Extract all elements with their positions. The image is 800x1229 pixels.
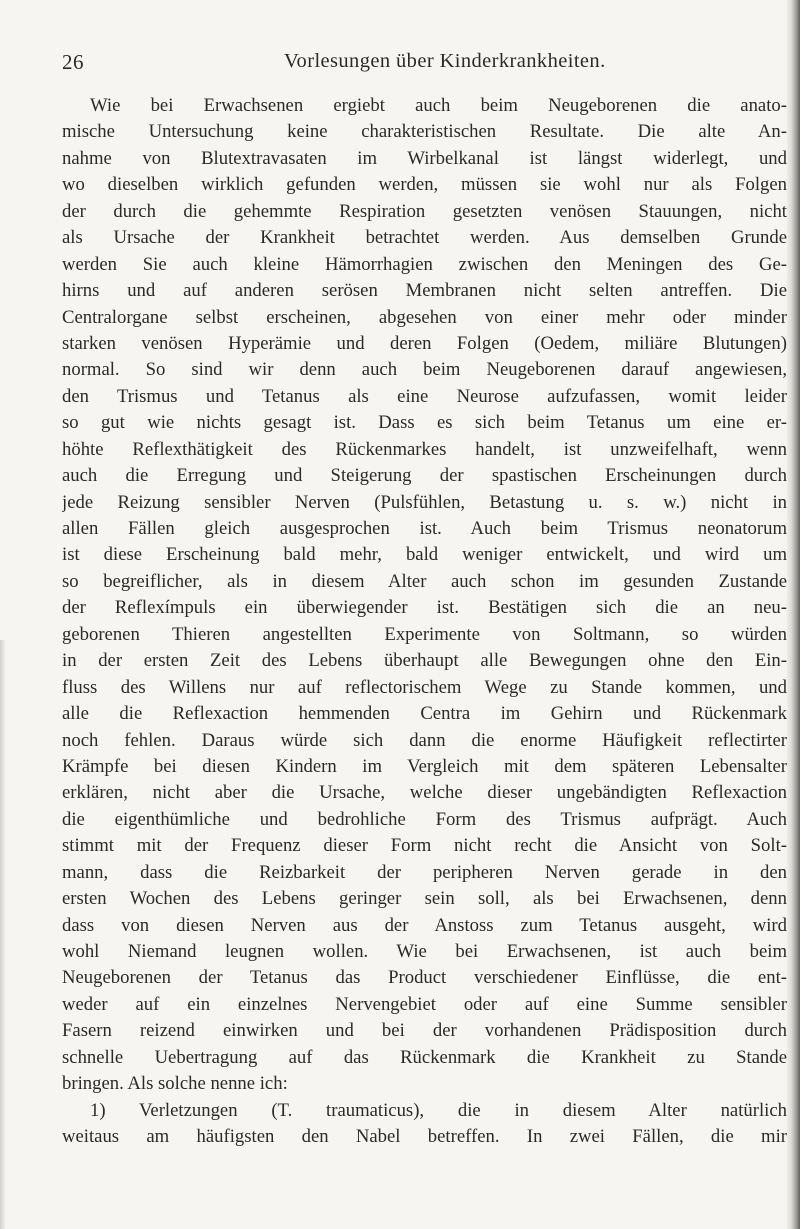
text-line: dass von diesen Nerven aus der Anstoss zum Tetanus ausgeht, wird xyxy=(62,914,787,936)
text-line: mann, dass die Reizbarkeit der peripheren Nerven gerade in den xyxy=(62,861,787,883)
text-line: höhte Reflexthätigkeit des Rückenmarkes handelt, ist unzweifelhaft, wenn xyxy=(62,438,787,460)
page-left-edge-shadow xyxy=(0,640,6,1229)
text-line: starken venösen Hyperämie und deren Folgen (Oedem, miliäre Blutungen) xyxy=(62,332,787,354)
text-line: weder auf ein einzelnes Nervengebiet oder auf eine Summe sensibler xyxy=(62,993,787,1015)
text-line: alle die Reflexaction hemmenden Centra im Gehirn und Rückenmark xyxy=(62,703,787,725)
text-line: allen Fällen gleich ausgesprochen ist. Auch beim Trismus neonatorum xyxy=(62,518,787,539)
body-text xyxy=(62,93,787,1151)
text-line: in der ersten Zeit des Lebens überhaupt alle Bewegungen ohne den Ein- xyxy=(62,650,787,672)
text-line: werden Sie auch kleine Hämorrhagien zwischen den Meningen des Ge- xyxy=(62,253,787,275)
text-line: normal. So sind wir denn auch beim Neugeborenen darauf angewiesen, xyxy=(62,359,787,381)
page-header xyxy=(62,50,780,76)
text-line: schnelle Uebertragung auf das Rückenmark die Krankheit zu Stande xyxy=(62,1046,787,1068)
text-line: der Reflexímpuls ein überwiegender ist. Bestätigen sich die an neu- xyxy=(62,597,787,619)
text-line: Centralorgane selbst erscheinen, abgesehen von einer mehr oder minder xyxy=(62,306,787,328)
text-line: 1) Verletzungen (T. traumaticus), die in diesem Alter natürlich xyxy=(90,1099,787,1121)
text-line: erklären, nicht aber die Ursache, welche dieser ungebändigten Reflexaction xyxy=(62,782,787,804)
text-line: so begreiflicher, als in diesem Alter auch schon im gesunden Zustande xyxy=(62,570,787,592)
text-line: auch die Erregung und Steigerung der spastischen Erscheinungen durch xyxy=(62,465,787,487)
text-line: als Ursache der Krankheit betrachtet werden. Aus demselben Grunde xyxy=(62,227,787,249)
text-line: jede Reizung sensibler Nerven (Pulsfühlen, Betastung u. s. w.) nicht in xyxy=(62,491,787,513)
text-line: den Trismus und Tetanus als eine Neurose aufzufassen, womit leider xyxy=(62,385,787,407)
text-line: der durch die gehemmte Respiration gesetzten venösen Stauungen, nicht xyxy=(62,200,787,222)
page-right-edge-shadow xyxy=(786,0,800,1229)
text-line: die eigenthümliche und bedrohliche Form des Trismus aufprägt. Auch xyxy=(62,808,787,830)
text-line: wo dieselben wirklich gefunden werden, müssen sie wohl nur als Folgen xyxy=(62,174,787,196)
text-line: Wie bei Erwachsenen ergiebt auch beim Neugeborenen die anato- xyxy=(90,95,787,116)
text-line: Krämpfe bei diesen Kindern im Vergleich mit dem späteren Lebensalter xyxy=(62,755,787,777)
text-line: weitaus am häufigsten den Nabel betreffen. In zwei Fällen, die mir xyxy=(62,1126,787,1148)
text-line: hirns und auf anderen serösen Membranen nicht selten antreffen. Die xyxy=(62,280,787,302)
text-line: mische Untersuchung keine charakteristischen Resultate. Die alte An- xyxy=(62,121,787,143)
page-number: 26 xyxy=(62,50,84,74)
text-line: so gut wie nichts gesagt ist. Dass es sich beim Tetanus um eine er- xyxy=(62,412,787,434)
text-line: Fasern reizend einwirken und bei der vorhandenen Prädisposition durch xyxy=(62,1020,787,1042)
text-line: nahme von Blutextravasaten im Wirbelkanal ist längst widerlegt, und xyxy=(62,147,787,169)
text-line: ist diese Erscheinung bald mehr, bald weniger entwickelt, und wird um xyxy=(62,544,787,566)
text-line: ersten Wochen des Lebens geringer sein soll, als bei Erwachsenen, denn xyxy=(62,888,787,910)
text-line: noch fehlen. Daraus würde sich dann die enorme Häufigkeit reflectirter xyxy=(62,729,787,751)
text-line: Neugeborenen der Tetanus das Product verschiedener Einflüsse, die ent- xyxy=(62,967,787,989)
text-line: fluss des Willens nur auf reflectorischem Wege zu Stande kommen, und xyxy=(62,676,787,698)
text-line: bringen. Als solche nenne ich: xyxy=(62,1073,288,1095)
text-line: wohl Niemand leugnen wollen. Wie bei Erwachsenen, ist auch beim xyxy=(62,941,787,962)
text-line: geborenen Thieren angestellten Experimente von Soltmann, so würden xyxy=(62,623,787,645)
text-line: stimmt mit der Frequenz dieser Form nicht recht die Ansicht von Solt- xyxy=(62,835,787,857)
running-head: Vorlesungen über Kinderkrankheiten. xyxy=(284,50,606,72)
